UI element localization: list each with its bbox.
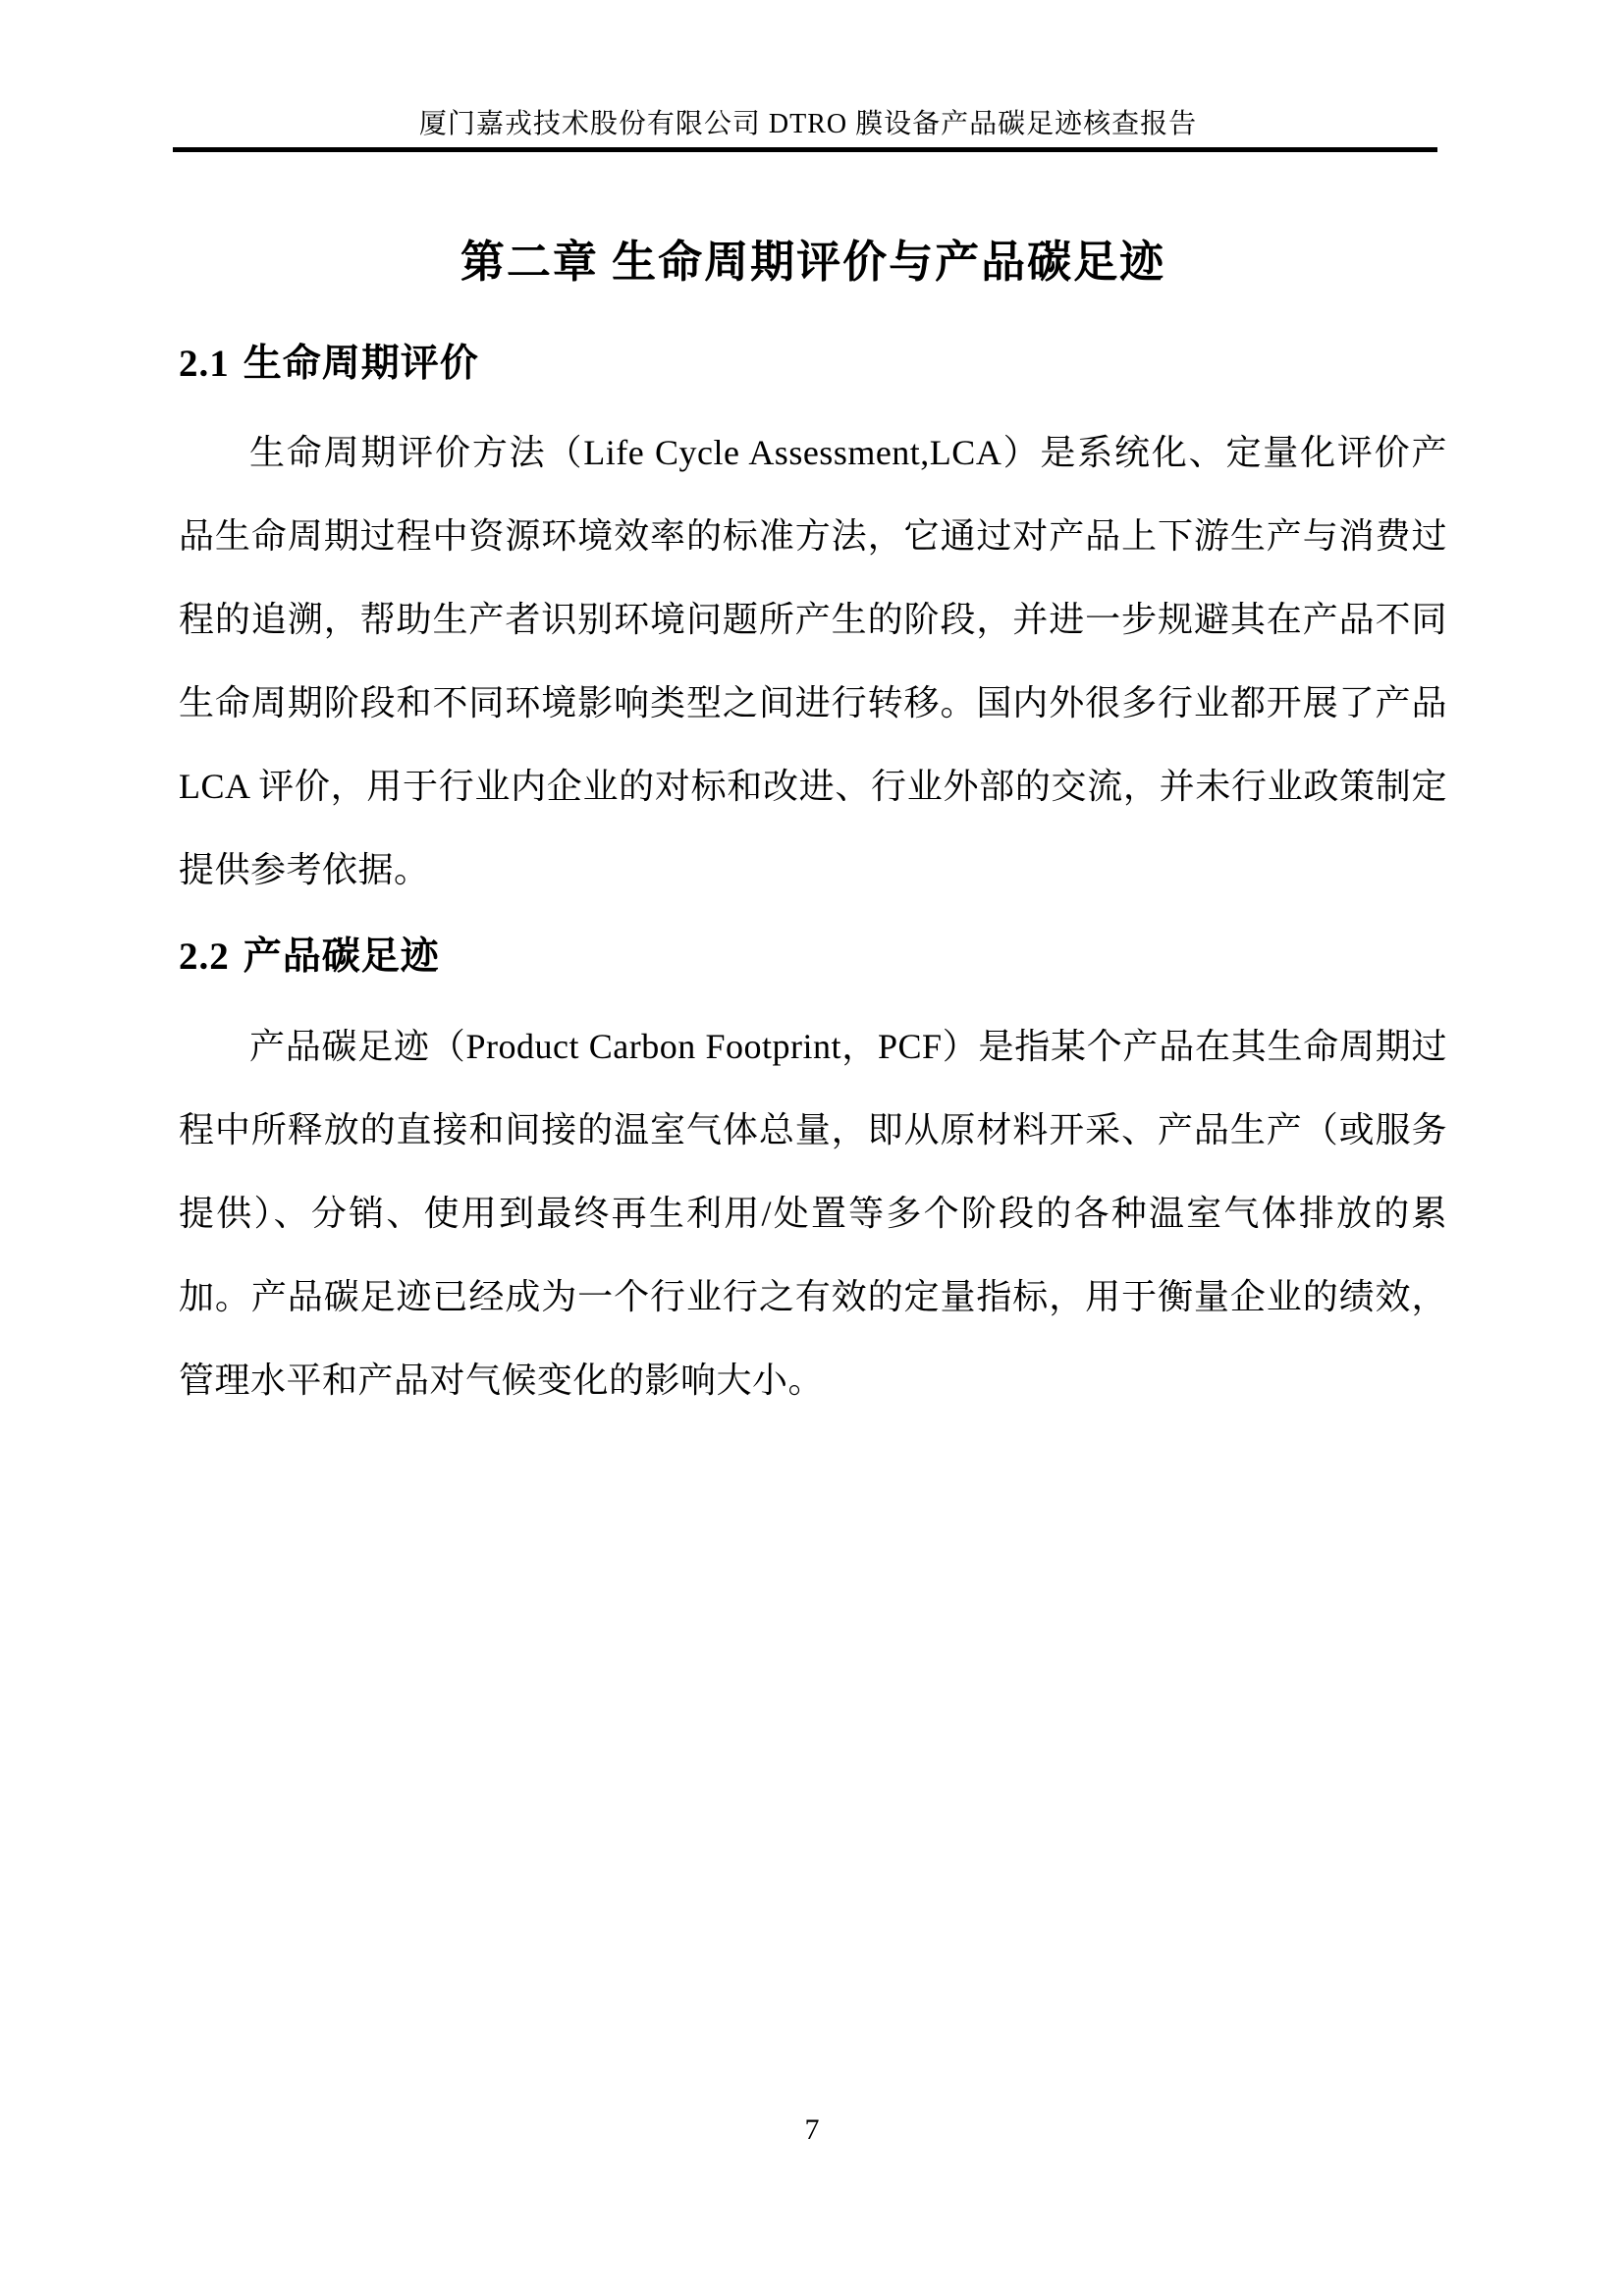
section-2-1-paragraph: 生命周期评价方法（Life Cycle Assessment,LCA）是系统化、定量化评价产品生命周期过程中资源环境效率的标准方法，它通过对产品上下游生产与消费过程的追溯，帮助生产者识别环境问题所产生的阶段，并进一步规避其在产品不同生命周期阶段和不同环境影响类型之间进行转移。国内外很多行业都开展了产品 LCA 评价，用于行业内企业的对标和改进、行业外部的交流，并未行业政策制定提供参考依据。 bbox=[179, 433, 1447, 890]
running-header: 厦门嘉戎技术股份有限公司 DTRO 膜设备产品碳足迹核查报告 bbox=[418, 109, 1198, 139]
section-2-2-title: 产品碳足迹 bbox=[243, 935, 440, 979]
section-2-1-heading bbox=[179, 339, 1447, 391]
chapter-title: 第二章 生命周期评价与产品碳足迹 bbox=[460, 238, 1166, 287]
section-2-1-number: 2.1 bbox=[179, 342, 230, 385]
section-2-2 bbox=[179, 932, 1447, 1422]
section-2-2-paragraph: 产品碳足迹（Product Carbon Footprint，PCF）是指某个产品在其生命周期过程中所释放的直接和间接的温室气体总量，即从原材料开采、产品生产（或服务提供）、分销、使用到最终再生利用/处置等多个阶段的各种温室气体排放的累加。产品碳足迹已经成为一个行业行之有效的定量指标，用于衡量企业的绩效，管理水平和产品对气候变化的影响大小。 bbox=[179, 1026, 1447, 1400]
page-content bbox=[179, 234, 1447, 1442]
section-2-1 bbox=[179, 339, 1447, 913]
section-2-1-title: 生命周期评价 bbox=[243, 342, 479, 385]
section-2-2-number: 2.2 bbox=[179, 935, 230, 979]
section-2-2-heading bbox=[179, 932, 1447, 984]
header-rule bbox=[173, 147, 1437, 152]
page-number: 7 bbox=[804, 2113, 820, 2146]
